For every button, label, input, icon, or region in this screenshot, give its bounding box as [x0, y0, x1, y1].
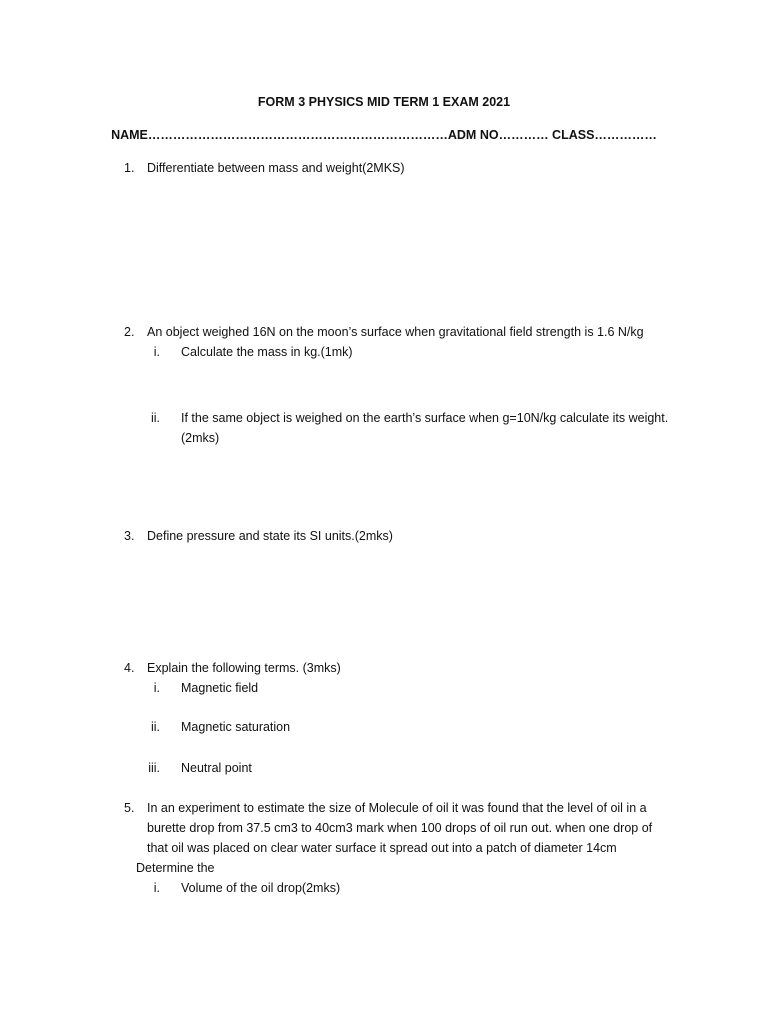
question-number: 5. [124, 801, 135, 815]
subpart-number: ii. [150, 411, 160, 425]
question-text: Explain the following terms. (3mks) [147, 661, 341, 675]
subpart-text: (2mks) [181, 431, 220, 445]
subpart-number: iii. [148, 761, 160, 775]
subpart-text: Magnetic saturation [181, 720, 291, 734]
question-number: 2. [124, 325, 135, 339]
question-number: 1. [124, 161, 135, 175]
subpart-number: ii. [150, 720, 160, 734]
subpart-number: i. [153, 681, 160, 695]
subpart-text: If the same object is weighed on the earth’s surface when g=10N/kg calculate its weight. [181, 411, 669, 425]
question-followup: Determine the [136, 861, 215, 875]
subpart-number: i. [153, 881, 160, 895]
question-number: 4. [124, 661, 135, 675]
question-number: 3. [124, 529, 135, 543]
subpart-text: Calculate the mass in kg.(1mk) [181, 345, 353, 359]
question-text: In an experiment to estimate the size of Molecule of oil it was found that the level of oil in a [147, 801, 647, 815]
question-text: that oil was placed on clear water surface it spread out into a patch of diameter 14cm [147, 841, 617, 855]
subpart-number: i. [153, 345, 160, 359]
subpart-text: Neutral point [181, 761, 252, 775]
subpart-text: Volume of the oil drop(2mks) [181, 881, 341, 895]
question-text: burette drop from 37.5 cm3 to 40cm3 mark when 100 drops of oil run out. when one drop of [147, 821, 653, 835]
question-text: An object weighed 16N on the moon’s surface when gravitational field strength is 1.6 N/kg [147, 325, 644, 339]
subpart-text: Magnetic field [181, 681, 259, 695]
exam-title: FORM 3 PHYSICS MID TERM 1 EXAM 2021 [257, 95, 511, 109]
question-text: Differentiate between mass and weight(2MKS) [147, 161, 405, 175]
student-details-line: NAME………………………………………………………………ADM NO………… CLASS…………… [111, 128, 657, 142]
question-text: Define pressure and state its SI units.(2mks) [147, 529, 393, 543]
